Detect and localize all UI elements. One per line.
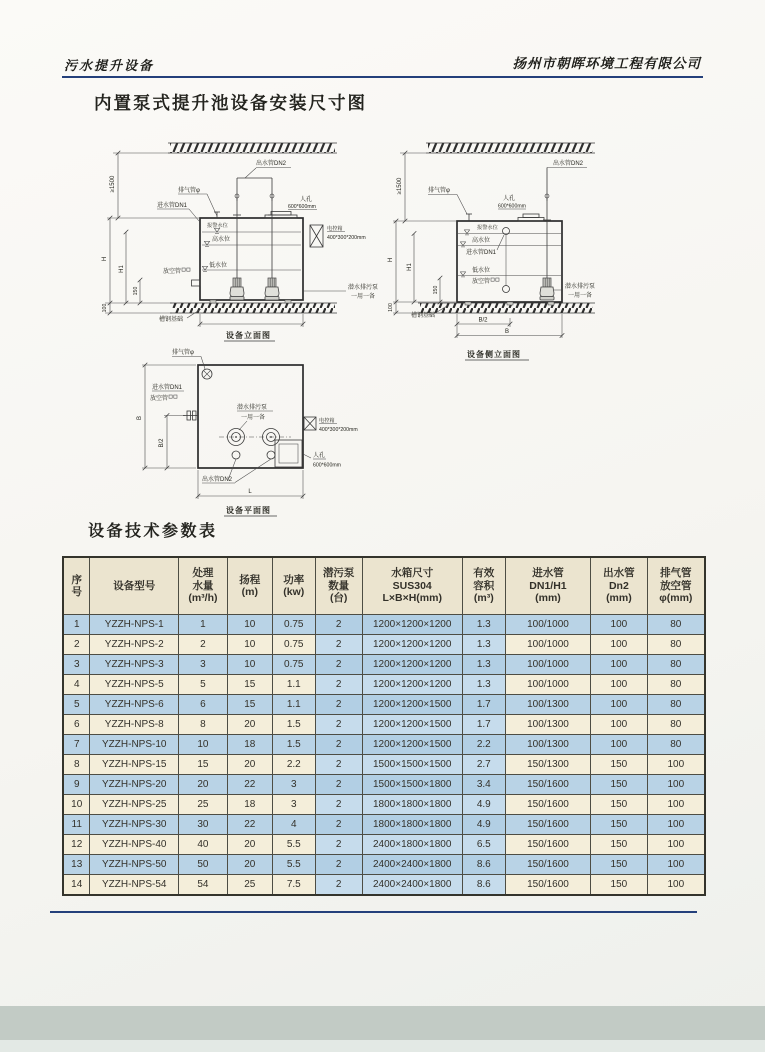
table-cell: 25 <box>227 875 272 896</box>
pump-note-label: 一用一备 <box>241 415 266 421</box>
dim-clearance: ≥1500 <box>110 175 116 193</box>
manhole-label: 人孔 <box>313 453 326 459</box>
table-cell: 20 <box>179 775 228 795</box>
table-cell: 80 <box>647 655 705 675</box>
table-cell: 1800×1800×1800 <box>362 815 462 835</box>
high-level-label: 高水位 <box>212 237 231 243</box>
scan-edge-strip <box>0 1006 765 1040</box>
table-cell: 100 <box>647 875 705 896</box>
diagrams-svg <box>95 128 705 528</box>
table-cell: 2 <box>315 795 362 815</box>
table-cell: 54 <box>179 875 228 896</box>
table-cell: 1.3 <box>462 675 505 695</box>
table-cell: 0.75 <box>272 615 315 635</box>
table-cell: 150 <box>591 855 647 875</box>
table-cell: 150/1300 <box>505 755 590 775</box>
col-header-9: 出水管 Dn2 (mm) <box>591 557 647 615</box>
table-cell: 7 <box>63 735 90 755</box>
table-cell: 50 <box>179 855 228 875</box>
floor-hatch-band <box>418 303 595 313</box>
table-cell: 12 <box>63 835 90 855</box>
installation-diagrams <box>95 128 705 528</box>
page-title: 内置泵式提升池设备安装尺寸图 <box>94 93 367 113</box>
table-cell: 40 <box>179 835 228 855</box>
table-cell: 3.4 <box>462 775 505 795</box>
table-cell: 1200×1200×1200 <box>362 655 462 675</box>
table-cell: 13 <box>63 855 90 875</box>
drain-pipe-section <box>503 286 510 293</box>
table-cell: 5.5 <box>272 855 315 875</box>
table-cell: 2 <box>315 715 362 735</box>
alarm-level-label: 报警水位 <box>477 225 498 231</box>
floor-hatch-band <box>170 303 337 313</box>
col-header-2: 处理 水量 (m³/h) <box>179 557 228 615</box>
dim-B2: B/2 <box>478 317 488 324</box>
table-cell: 80 <box>647 715 705 735</box>
table-cell: 1800×1800×1800 <box>362 795 462 815</box>
table-cell: 1200×1200×1500 <box>362 735 462 755</box>
doc-header-left: 污水提升设备 <box>64 58 155 73</box>
dim-clearance: ≥1500 <box>397 177 403 195</box>
table-row <box>63 855 705 875</box>
table-cell: 1.5 <box>272 715 315 735</box>
table-cell: 100 <box>647 835 705 855</box>
table-row <box>63 675 705 695</box>
table-cell: 1.5 <box>272 735 315 755</box>
table-cell: 150/1600 <box>505 815 590 835</box>
table-cell: 2 <box>315 835 362 855</box>
table-cell: 150 <box>591 755 647 775</box>
drain-pipe-label: 放空管 <box>472 279 491 285</box>
table-cell: 100 <box>591 695 647 715</box>
foundation-label: 槽钢基础 <box>411 313 436 319</box>
table-cell: 15 <box>227 695 272 715</box>
vent-pipe-label: 排气管φ <box>172 350 194 356</box>
col-header-3: 扬程 (m) <box>227 557 272 615</box>
table-row <box>63 615 705 635</box>
vent-stub <box>466 214 472 221</box>
table-cell: 2 <box>315 735 362 755</box>
outlet-pipe-label: 出水管DN2 <box>256 161 287 167</box>
table-cell: YZZH-NPS-20 <box>90 775 179 795</box>
table-cell: 20 <box>227 755 272 775</box>
table-cell: 6 <box>63 715 90 735</box>
table-cell: YZZH-NPS-2 <box>90 635 179 655</box>
table-cell: YZZH-NPS-8 <box>90 715 179 735</box>
table-cell: 80 <box>647 675 705 695</box>
pump-label: 潜水排污泵 <box>565 284 596 290</box>
table-cell: 8 <box>179 715 228 735</box>
table-cell: 10 <box>179 735 228 755</box>
table-cell: 2 <box>315 695 362 715</box>
manhole-lid <box>265 212 297 219</box>
pump-label: 潜水排污泵 <box>237 405 268 411</box>
table-cell: 100 <box>591 735 647 755</box>
doc-header-company: 扬州市朝晖环境工程有限公司 <box>512 56 701 71</box>
table-cell: 10 <box>227 655 272 675</box>
table-cell: 2 <box>315 775 362 795</box>
control-box-size-label: 400*300*200mm <box>327 235 366 241</box>
col-header-4: 功率 (kw) <box>272 557 315 615</box>
table-row <box>63 755 705 775</box>
table-cell: 150 <box>591 815 647 835</box>
manhole-size-label: 600*600mm <box>288 204 316 210</box>
table-cell: 3 <box>272 795 315 815</box>
table-row <box>63 835 705 855</box>
table-cell: 100 <box>591 715 647 735</box>
table-cell: 1.3 <box>462 615 505 635</box>
table-cell: 8.6 <box>462 855 505 875</box>
dim-H1: H1 <box>407 263 413 271</box>
footer-rule <box>50 911 697 913</box>
table-cell: 2 <box>315 875 362 896</box>
table-cell: 2400×2400×1800 <box>362 875 462 896</box>
table-cell: 4.9 <box>462 815 505 835</box>
dim-B: B <box>137 415 143 421</box>
table-cell: 1 <box>63 615 90 635</box>
foundation-label: 槽钢基础 <box>159 317 184 323</box>
table-cell: 5.5 <box>272 835 315 855</box>
dim-H: H <box>388 257 394 263</box>
table-cell: 0.75 <box>272 635 315 655</box>
table-cell: 4.9 <box>462 795 505 815</box>
table-cell: 5 <box>63 695 90 715</box>
table-cell: 1.7 <box>462 715 505 735</box>
vent-symbol <box>202 369 212 379</box>
table-cell: 100/1000 <box>505 635 590 655</box>
inlet-pipe-label: 进水管DN1 <box>157 203 188 209</box>
table-row <box>63 635 705 655</box>
table-cell: 1200×1200×1200 <box>362 635 462 655</box>
control-box-symbol <box>310 225 323 247</box>
table-row <box>63 695 705 715</box>
table-cell: YZZH-NPS-5 <box>90 675 179 695</box>
table-cell: 10 <box>227 615 272 635</box>
dim-H: H <box>102 256 108 262</box>
table-row <box>63 655 705 675</box>
table-cell: 2 <box>315 655 362 675</box>
dim-150: 150 <box>133 286 139 296</box>
table-cell: 8 <box>63 755 90 775</box>
parameters-table <box>62 556 706 896</box>
col-header-6: 水箱尺寸 SUS304 L×B×H(mm) <box>362 557 462 615</box>
table-cell: YZZH-NPS-50 <box>90 855 179 875</box>
table-cell: 0.75 <box>272 655 315 675</box>
table-cell: 100 <box>591 615 647 635</box>
pump-note-label: 一用一备 <box>351 294 376 300</box>
table-cell: 3 <box>63 655 90 675</box>
manhole-lid <box>518 214 544 221</box>
table-row <box>63 715 705 735</box>
table-cell: YZZH-NPS-6 <box>90 695 179 715</box>
col-header-1: 设备型号 <box>90 557 179 615</box>
control-box-label: 电控箱 <box>319 418 335 424</box>
table-cell: 80 <box>647 735 705 755</box>
table-cell: 10 <box>63 795 90 815</box>
table-cell: 10 <box>227 635 272 655</box>
table-cell: 100 <box>591 675 647 695</box>
drain-pipe-label: 放空管 <box>150 396 169 402</box>
table-cell: 6.5 <box>462 835 505 855</box>
vent-pipe-label: 排气管φ <box>428 188 450 194</box>
table-cell: 100/1300 <box>505 695 590 715</box>
table-cell: 150 <box>591 775 647 795</box>
table-cell: 1200×1200×1200 <box>362 615 462 635</box>
table-cell: 1500×1500×1800 <box>362 775 462 795</box>
table-cell: 18 <box>227 795 272 815</box>
table-cell: 100/1300 <box>505 715 590 735</box>
tank-support <box>285 300 291 303</box>
table-cell: YZZH-NPS-3 <box>90 655 179 675</box>
high-level-label: 高水位 <box>472 238 491 244</box>
table-cell: 22 <box>227 775 272 795</box>
manhole-size-label: 600*600mm <box>313 462 341 469</box>
outlet-riser <box>232 451 240 459</box>
dim-B2: B/2 <box>159 438 165 448</box>
tank-support <box>465 302 471 305</box>
table-cell: 2 <box>315 675 362 695</box>
table-cell: 2 <box>315 615 362 635</box>
table-cell: 100/1000 <box>505 615 590 635</box>
table-cell: 2.2 <box>272 755 315 775</box>
table-cell: 1200×1200×1200 <box>362 675 462 695</box>
table-cell: 1500×1500×1500 <box>362 755 462 775</box>
table-cell: YZZH-NPS-40 <box>90 835 179 855</box>
table-cell: 1200×1200×1500 <box>362 695 462 715</box>
front-view-caption: 设备立面图 <box>226 331 271 340</box>
plan-view-caption: 设备平面图 <box>226 506 271 515</box>
table-row <box>63 775 705 795</box>
table-cell: 1 <box>179 615 228 635</box>
table-cell: 100 <box>647 815 705 835</box>
side-view-caption: 设备侧立面图 <box>467 350 521 359</box>
col-header-10: 排气管 放空管 φ(mm) <box>647 557 705 615</box>
table-cell: 100 <box>647 775 705 795</box>
table-cell: 9 <box>63 775 90 795</box>
table-cell: 150/1600 <box>505 875 590 896</box>
tank-support <box>507 302 513 305</box>
table-cell: 1.7 <box>462 695 505 715</box>
table-cell: 80 <box>647 695 705 715</box>
table-cell: 20 <box>227 835 272 855</box>
table-cell: 150/1600 <box>505 855 590 875</box>
table-cell: 100 <box>647 755 705 775</box>
table-cell: 6 <box>179 695 228 715</box>
ceiling-hatch-band <box>168 143 337 153</box>
table-cell: 30 <box>179 815 228 835</box>
table-cell: 100 <box>647 795 705 815</box>
table-cell: 3 <box>179 655 228 675</box>
table-cell: 2.2 <box>462 735 505 755</box>
table-cell: 1200×1200×1500 <box>362 715 462 735</box>
header-rule <box>62 76 703 78</box>
vent-stub <box>214 212 220 218</box>
table-cell: 20 <box>227 715 272 735</box>
control-box-symbol <box>304 417 316 430</box>
table-cell: 150/1600 <box>505 795 590 815</box>
col-header-8: 进水管 DN1/H1 (mm) <box>505 557 590 615</box>
manhole-label: 人孔 <box>300 197 313 203</box>
tank-support <box>210 300 216 303</box>
table-cell: YZZH-NPS-54 <box>90 875 179 896</box>
dim-L: L <box>248 489 252 495</box>
table-cell: 80 <box>647 615 705 635</box>
table-cell: 150 <box>591 875 647 896</box>
table-cell: 11 <box>63 815 90 835</box>
table-cell: YZZH-NPS-10 <box>90 735 179 755</box>
alarm-level-label: 报警水位 <box>207 223 228 229</box>
table-cell: 100 <box>591 655 647 675</box>
table-cell: YZZH-NPS-30 <box>90 815 179 835</box>
drain-stub <box>192 280 201 286</box>
ceiling-hatch-band <box>426 143 595 153</box>
dim-150: 150 <box>433 285 439 295</box>
scan-edge-strip-light <box>0 1040 765 1052</box>
table-row <box>63 815 705 835</box>
dim-100: 100 <box>102 303 108 313</box>
table-cell: 22 <box>227 815 272 835</box>
table-header-row <box>63 557 705 615</box>
low-level-label: 低水位 <box>472 268 491 274</box>
table-cell: 14 <box>63 875 90 896</box>
table-cell: 8.6 <box>462 875 505 896</box>
table-cell: 2 <box>315 755 362 775</box>
table-cell: 150 <box>591 835 647 855</box>
table-cell: 100 <box>647 855 705 875</box>
low-level-label: 低水位 <box>209 263 228 269</box>
table-cell: 2400×1800×1800 <box>362 835 462 855</box>
outlet-pipe-label: 出水管DN2 <box>553 161 584 167</box>
table-cell: 7.5 <box>272 875 315 896</box>
pump-symbol <box>540 278 554 300</box>
dim-H1: H1 <box>119 265 125 273</box>
pump-symbol <box>265 278 279 300</box>
table-cell: 1.1 <box>272 695 315 715</box>
table-cell: 4 <box>272 815 315 835</box>
outlet-piping <box>233 168 276 278</box>
table-cell: 25 <box>179 795 228 815</box>
vent-pipe-label: 排气管φ <box>178 188 200 194</box>
table-cell: 4 <box>63 675 90 695</box>
table-cell: 80 <box>647 635 705 655</box>
col-header-7: 有效 容积 (m³) <box>462 557 505 615</box>
dim-100: 100 <box>388 303 394 312</box>
table-cell: 2 <box>315 855 362 875</box>
table-cell: 100/1000 <box>505 655 590 675</box>
outlet-riser <box>267 451 275 459</box>
outlet-pipe-label: 出水管DN2 <box>202 477 233 483</box>
table-row <box>63 795 705 815</box>
inlet-fitting <box>183 411 198 420</box>
drain-pipe-label: 放空管 <box>163 269 182 275</box>
table-cell: 1.1 <box>272 675 315 695</box>
table-cell: 2.7 <box>462 755 505 775</box>
table-cell: 1.3 <box>462 655 505 675</box>
table-cell: 2 <box>315 815 362 835</box>
table-cell: 150/1600 <box>505 775 590 795</box>
front-elevation-diagram <box>102 143 378 341</box>
control-box-size-label: 400*300*200mm <box>319 427 358 433</box>
manhole-size-label: 600*600mm <box>498 203 526 210</box>
table-cell: 2 <box>63 635 90 655</box>
table-cell: YZZH-NPS-15 <box>90 755 179 775</box>
plan-view-diagram <box>137 348 358 516</box>
table-cell: 3 <box>272 775 315 795</box>
manhole-plan <box>275 440 302 467</box>
table-cell: 5 <box>179 675 228 695</box>
side-elevation-diagram <box>388 143 595 360</box>
table-cell: 100/1000 <box>505 675 590 695</box>
table-cell: 150/1600 <box>505 835 590 855</box>
table-cell: 18 <box>227 735 272 755</box>
table-cell: 1.3 <box>462 635 505 655</box>
col-header-0: 序 号 <box>63 557 90 615</box>
table-title: 设备技术参数表 <box>88 523 218 540</box>
control-box-label: 电控箱 <box>327 226 343 232</box>
table-row <box>63 875 705 896</box>
col-header-5: 潜污泵 数量 (台) <box>315 557 362 615</box>
pump-note-label: 一用一备 <box>568 293 593 299</box>
table-row <box>63 735 705 755</box>
inlet-pipe-label: 进水管DN1 <box>466 250 497 256</box>
manhole-label: 人孔 <box>503 196 516 202</box>
pump-label: 潜水排污泵 <box>348 285 379 291</box>
table-cell: 20 <box>227 855 272 875</box>
table-cell: 100 <box>591 635 647 655</box>
table-cell: YZZH-NPS-1 <box>90 615 179 635</box>
table-cell: 100/1300 <box>505 735 590 755</box>
table-cell: YZZH-NPS-25 <box>90 795 179 815</box>
table-cell: 150 <box>591 795 647 815</box>
table-cell: 2 <box>315 635 362 655</box>
table-cell: 2400×2400×1800 <box>362 855 462 875</box>
table-cell: 15 <box>179 755 228 775</box>
pump-symbol <box>230 278 244 300</box>
dim-B: B <box>504 329 510 335</box>
inlet-pipe-label: 进水管DN1 <box>152 385 183 391</box>
table-cell: 2 <box>179 635 228 655</box>
tank-support <box>548 302 554 305</box>
table-cell: 15 <box>227 675 272 695</box>
